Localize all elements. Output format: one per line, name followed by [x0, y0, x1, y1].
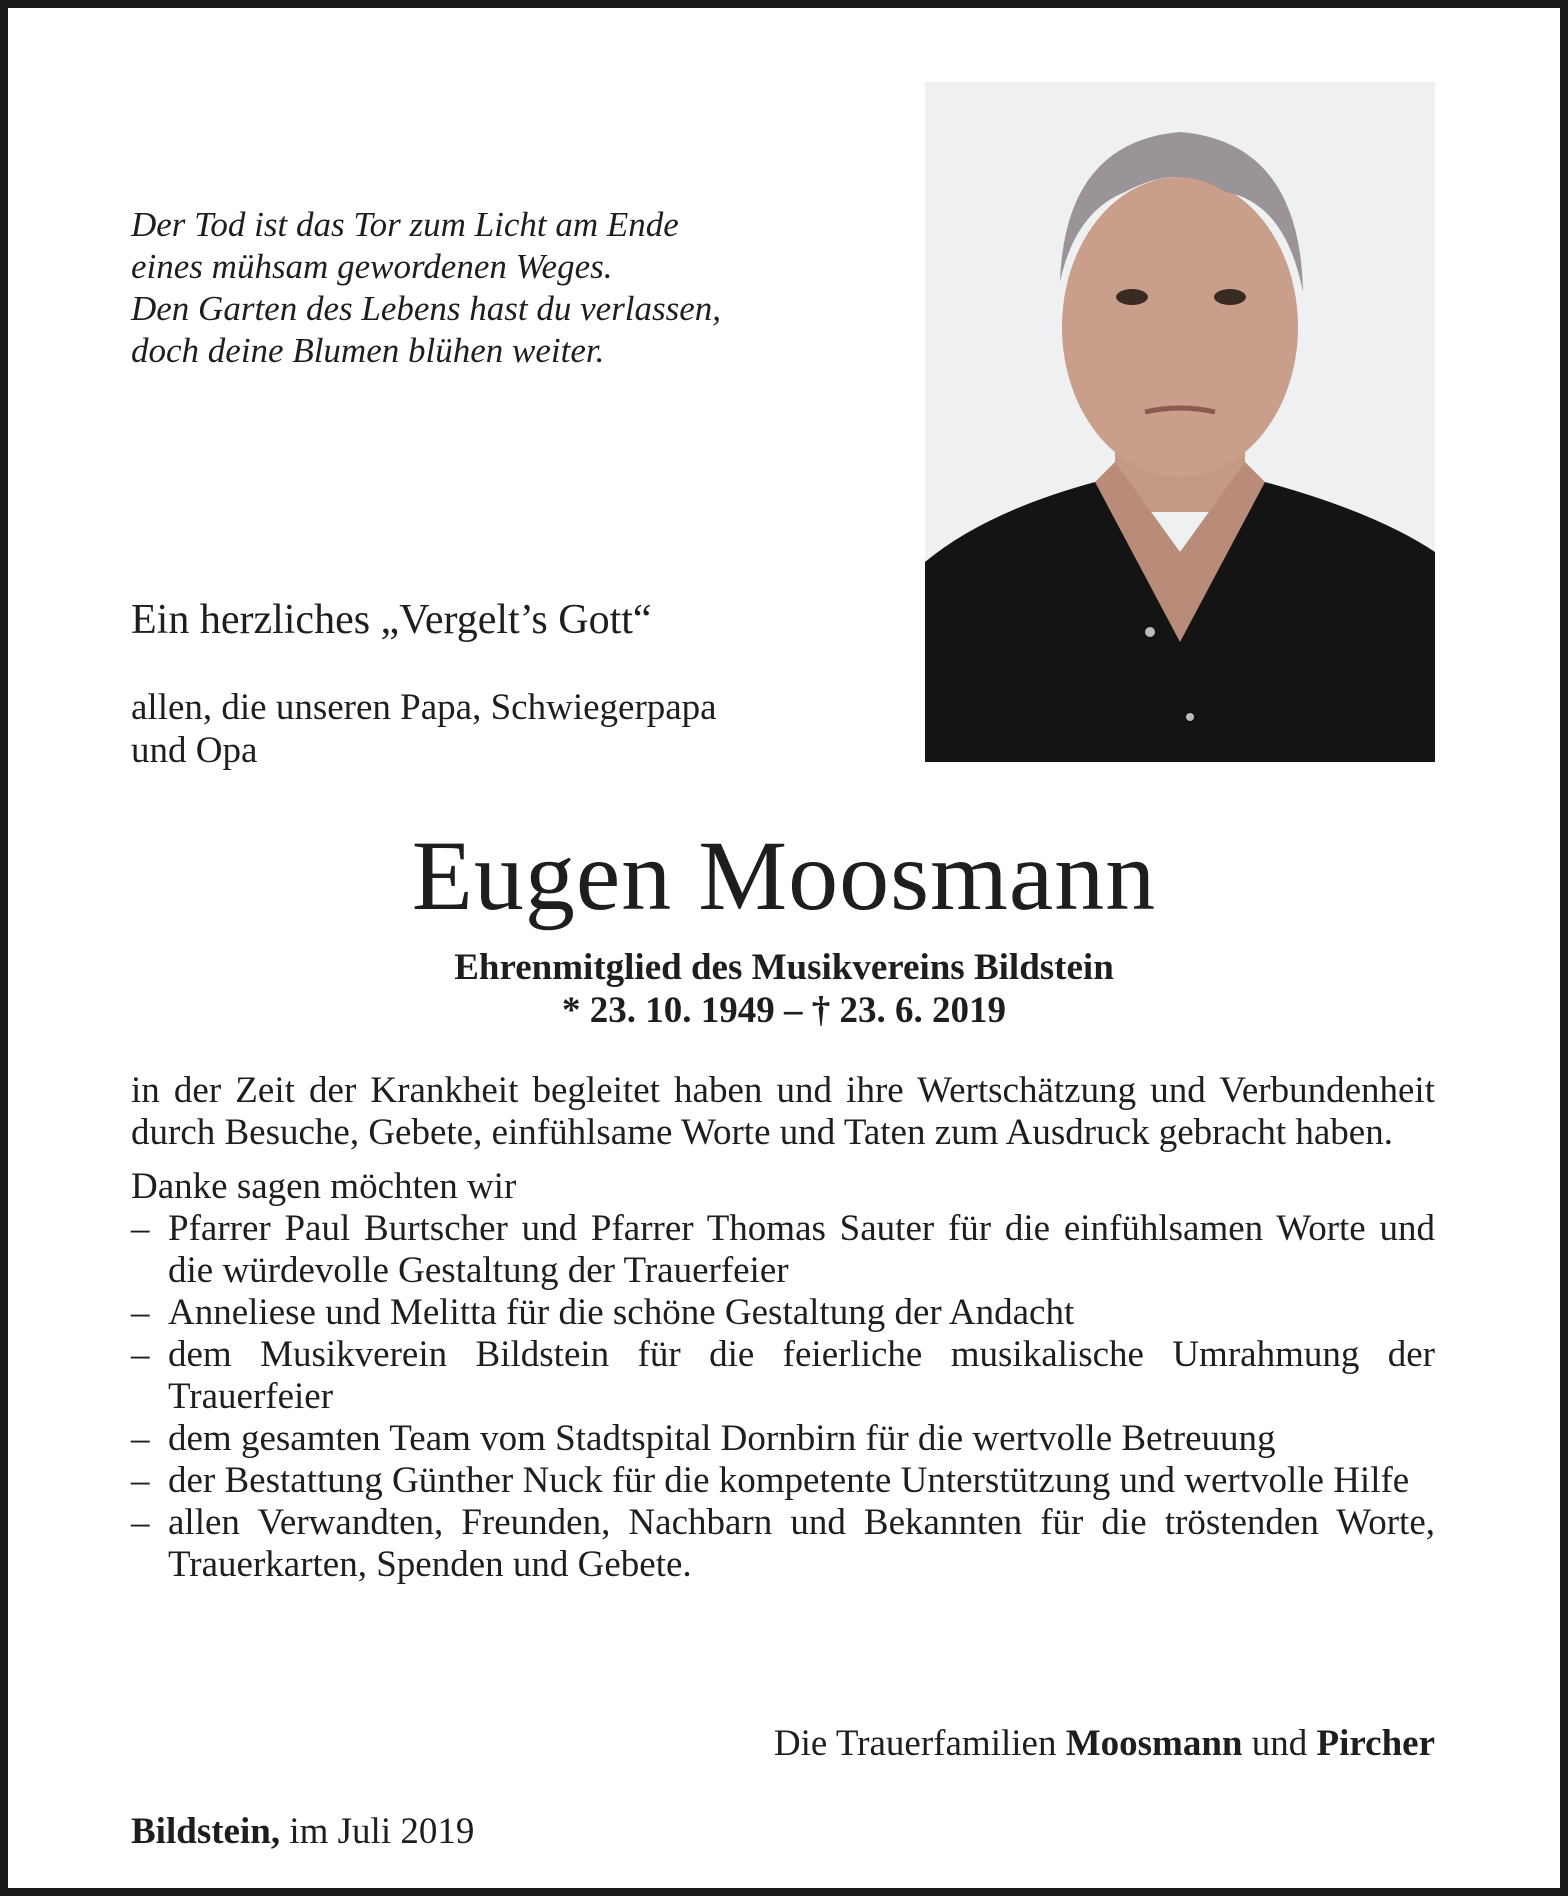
intro-line: allen, die unseren Papa, Schwiegerpapa: [131, 687, 717, 728]
signature-and: und: [1242, 1723, 1317, 1764]
quote-line: eines mühsam gewordenen Weges.: [131, 247, 613, 286]
list-item-text: der Bestattung Günther Nuck für die kompetente Unterstützung und wertvolle Hilfe: [168, 1460, 1410, 1501]
danke-line: Danke sagen möchten wir: [131, 1166, 517, 1207]
dash-bullet: –: [131, 1502, 150, 1543]
list-item-text: dem Musikverein Bildstein für die feierliche musikalische Umrahmung der Trauerfeier: [168, 1334, 1435, 1417]
thanks-body: [131, 1070, 1435, 1586]
family-signature: [774, 1722, 1435, 1765]
deceased-name: Eugen Moosmann: [411, 820, 1157, 931]
honor-subtitle: Ehrenmitglied des Musikvereins Bildstein: [454, 947, 1114, 988]
place-date-text: im Juli 2019: [280, 1811, 475, 1852]
thanks-heading: Ein herzliches „Vergelt’s Gott“: [131, 597, 652, 643]
list-item-text: dem gesamten Team vom Stadtspital Dornbirn für die wertvolle Betreuung: [168, 1418, 1276, 1459]
memorial-quote: [131, 204, 721, 372]
portrait-photo: [925, 82, 1435, 762]
list-item: [131, 1418, 1435, 1460]
list-item: [131, 1502, 1435, 1586]
life-dates: * 23. 10. 1949 – † 23. 6. 2019: [562, 990, 1006, 1031]
list-item: [131, 1334, 1435, 1418]
list-item-text: Pfarrer Paul Burtscher und Pfarrer Thomas Sauter für die einfühlsamen Worte und die würdevolle Gestaltung der Trauerfeier: [168, 1208, 1435, 1291]
dash-bullet: –: [131, 1208, 150, 1249]
dash-bullet: –: [131, 1292, 150, 1333]
signature-prefix: Die Trauerfamilien: [773, 1723, 1066, 1764]
list-item-text: allen Verwandten, Freunden, Nachbarn und Bekannten für die tröstenden Worte, Trauerkarten, Spenden und Gebete.: [168, 1502, 1435, 1585]
quote-line: doch deine Blumen blühen weiter.: [131, 331, 605, 370]
family-name: Pircher: [1316, 1723, 1435, 1764]
place-date: [131, 1810, 474, 1853]
family-name: Moosmann: [1065, 1723, 1243, 1764]
dash-bullet: –: [131, 1418, 150, 1459]
thanks-paragraph: in der Zeit der Krankheit begleitet haben und ihre Wertschätzung und Verbundenheit durch Besuche, Gebete, einfühlsame Worte und Taten zum Ausdruck gebracht haben.: [131, 1070, 1435, 1153]
list-item: [131, 1208, 1435, 1292]
intro-text: [131, 686, 717, 772]
list-item-text: Anneliese und Melitta für die schöne Gestaltung der Andacht: [168, 1292, 1075, 1333]
honor-subtitle-block: [0, 946, 1568, 1032]
quote-line: Der Tod ist das Tor zum Licht am Ende: [131, 205, 679, 244]
thanks-list: [131, 1208, 1435, 1586]
dash-bullet: –: [131, 1460, 150, 1501]
place-town: Bildstein,: [131, 1811, 281, 1852]
quote-line: Den Garten des Lebens hast du verlassen,: [131, 289, 722, 328]
dash-bullet: –: [131, 1334, 150, 1375]
list-item: [131, 1292, 1435, 1334]
intro-line: und Opa: [131, 730, 258, 771]
list-item: [131, 1460, 1435, 1502]
